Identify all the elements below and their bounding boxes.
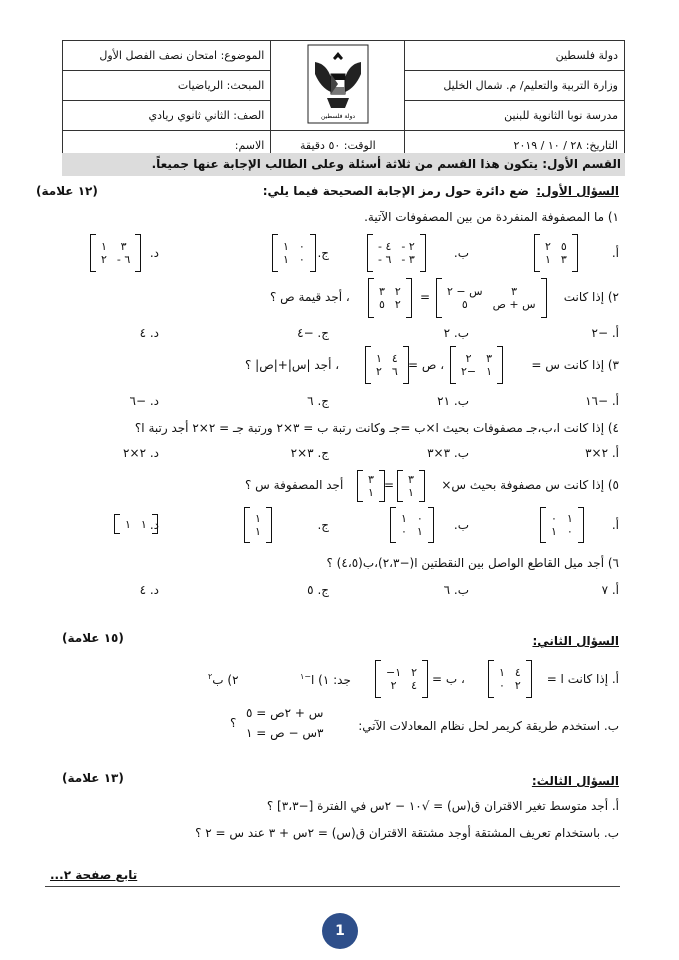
header-left-1: الموضوع: امتحان نصف الفصل الأول xyxy=(63,41,271,71)
q1-title: السؤال الأول: xyxy=(536,184,619,198)
header-right-2: وزارة التربية والتعليم/ م. شمال الخليل xyxy=(405,71,625,101)
q1-item1-text: ١) ما المصفوفة المنفردة من بين المصفوفات الآتية. xyxy=(364,210,619,224)
matrix-item5-b: ١ ٠ ٠ ١ xyxy=(390,507,434,543)
exam-page: الموضوع: امتحان نصف الفصل الأول دولة فلسطين دولة فلسطين المبحث: الرياضيات وزارة التربية والتعليم/ م. شمال الخليل الصف: الثاني ثانوي ريادي مدرسة نوبا الثانوية للبنين الاسم: الوقت: ٥٠ دقيقة التاريخ: ٢٨ / ١٠ / ٢٠١٩ القسم الأول: يتكون هذا القسم من ثلاثة أسئلة وعلى الطالب الإجابة عنها جميعاً. السؤال الأول: ضع دائرة حول رمز الإجابة الصحيحة فيما يلي: (١٢ علامة) ١) ما المصفوفة المنفردة من بين المصفوفات الآتية. أ. ٢ ٥ ١ ٣ ب. ٤ - ٢ - ٦ - ٣ - ج. ١ ٠ ١ ٠ د. ١ ٣ ٢ ٦ - ٢) إذا كانت س − ٢ ٣ ٥ س + ص = ٣ ٢ ٥ ٢ ، أجد قيمة ص ؟ أ. −٢ ب. ٢ ج. −٤ د. ٤ ٣) إذا كانت س = ٢ ٣ −٢ ١ ، ص = ١ ٤ ٢ ٦ ، أجد |س|+|ص| ؟ أ. −١٦ ب. ٢١ ج. ٦ د. −٦ ٤) إذا كانت ا،ب،جـ مصفوفات بحيث ا×ب =جـ وكانت رتبة ب = ٣×٢ ورتبة جـ = ٢×٢ أجد رتبة ا؟ أ. ٢×٣ ب. ٣×٣ ج. ٣×٢ د. ٢×٢ ٥) إذا كانت س مصفوفة بحيث س× ٣ ١ = ٣ ١ أجد المصفوفة س ؟ أ. ٠ ١ ١ ٠ ب. ١ ٠ ٠ ١ ج. ١ ١ د. ١ ١ ٦) أجد ميل القاطع الواصل بين النقطتين ا(−٢،٣)،ب(٤،٥) ؟ أ. ٧ ب. ٦ ج. ٥ د. ٤ السؤال الثاني: (١٥ علامة) أ. إذا كانت ا = ١ ٤ ٠ ٢ ، ب = ١− ٢ ٢ ٤ جد: ١) ا$^{-١}$ ٢) ب$^٢$ ب. استخدم طريقة كريمر لحل نظام المعادلات الآتي: س + ٢ص = ٥ ٣س − ص = ١ ؟ السؤال الثالث: (١٣ علامة) أ. أجد متوسط تغير الاقتران ق(س) = √١٠ − ٢س في الفترة [−٣،٣] ؟ ب. باستخدام تعريف المشتقة أوجد مشتقة الاقتران ق(س) = ٢س + ٣ عند س = ٢ ؟ تابع صفحة ٢... 1 xyxy=(0,0,679,960)
page-number-badge: 1 xyxy=(322,913,358,949)
q1-item2-opt-d: د. ٤ xyxy=(139,326,159,340)
q1-item4-opt-b: ب. ٣×٣ xyxy=(427,446,469,460)
header-left-3: الصف: الثاني ثانوي ريادي xyxy=(63,101,271,131)
q1-instruction: ضع دائرة حول رمز الإجابة الصحيحة فيما يلي: xyxy=(262,184,529,198)
q1-item4-text: ٤) إذا كانت ا،ب،جـ مصفوفات بحيث ا×ب =جـ وكانت رتبة ب = ٣×٢ ورتبة جـ = ٢×٢ أجد رتبة ا؟ xyxy=(134,421,619,435)
vector-item5-c: ١ ١ xyxy=(244,507,272,543)
q3-b: ب. باستخدام تعريف المشتقة أوجد مشتقة الاقتران ق(س) = ٢س + ٣ عند س = ٢ ؟ xyxy=(195,826,619,840)
header-left-2: المبحث: الرياضيات xyxy=(63,71,271,101)
q1-item2-text2: ، أجد قيمة ص ؟ xyxy=(270,290,350,304)
vector-item5-right: ٣ ١ xyxy=(357,470,385,502)
header-table xyxy=(62,40,625,161)
q1-item3-text2: ، ص = xyxy=(408,358,445,372)
q1-item6-opt-d: د. ٤ xyxy=(139,583,159,597)
q1-item3-opt-d: د. −٦ xyxy=(129,394,159,408)
q1-item1-opt-d: د. xyxy=(149,246,159,260)
q1-item5-text: ٥) إذا كانت س مصفوفة بحيث س× xyxy=(441,478,619,492)
q2-title: السؤال الثاني: xyxy=(532,634,619,648)
emblem-cell xyxy=(271,41,405,131)
q1-item5-opt-a: أ. xyxy=(611,518,619,532)
q1-item2-opt-a: أ. −٢ xyxy=(591,326,619,340)
q1-item5-opt-b: ب. xyxy=(453,518,469,532)
q1-item4-opt-c: ج. ٣×٢ xyxy=(290,446,329,460)
q1-item6-opt-c: ج. ٥ xyxy=(307,583,329,597)
q1-item3-text: ٣) إذا كانت س = xyxy=(531,358,619,372)
palestine-eagle-emblem-icon xyxy=(307,44,369,124)
q1-item1-opt-b: ب. xyxy=(453,246,469,260)
svg-text:دولة فلسطين: دولة فلسطين xyxy=(320,113,355,120)
q1-item2-opt-c: ج. −٤ xyxy=(297,326,329,340)
q2-eq1: س + ٢ص = ٥ xyxy=(246,706,324,720)
header-date: التاريخ: ٢٨ / ١٠ / ٢٠١٩ xyxy=(405,131,625,161)
matrix-q2-B: ١− ٢ ٢ ٤ xyxy=(375,660,428,698)
q1-item5-opt-c: ج. xyxy=(317,518,329,532)
q2-b-text: ب. استخدم طريقة كريمر لحل نظام المعادلات الآتي: xyxy=(358,719,619,733)
vector-item5-left: ٣ ١ xyxy=(397,470,425,502)
q1-item5-text2: أجد المصفوفة س ؟ xyxy=(245,478,344,492)
q2-a-text: أ. إذا كانت ا = xyxy=(546,672,619,686)
header-right-1: دولة فلسطين xyxy=(405,41,625,71)
matrix-item3-s: ٢ ٣ −٢ ١ xyxy=(450,346,503,384)
q1-item5-opt-d: د. xyxy=(149,518,159,532)
matrix-item1-b: ٤ - ٢ - ٦ - ٣ - xyxy=(367,234,426,272)
matrix-item1-d: ١ ٣ ٢ ٦ - xyxy=(90,234,141,272)
q2-marks: (١٥ علامة) xyxy=(62,631,124,645)
section1-title: القسم الأول: يتكون هذا القسم من ثلاثة أسئلة وعلى الطالب الإجابة عنها جميعاً. xyxy=(151,157,621,171)
q1-item4-opt-d: د. ٢×٢ xyxy=(123,446,159,460)
matrix-item5-a: ٠ ١ ١ ٠ xyxy=(540,507,584,543)
continue-note: تابع صفحة ٢... xyxy=(50,868,138,882)
q1-item6-opt-b: ب. ٦ xyxy=(443,583,469,597)
q2-a-part2: ٢) ب$^٢$ xyxy=(208,672,239,687)
matrix-item2-right: ٣ ٢ ٥ ٢ xyxy=(368,278,412,318)
q2-a-mid: ، ب = xyxy=(432,672,465,686)
q1-item1-opt-c: ج. xyxy=(317,246,329,260)
q1-item1-opt-a: أ. xyxy=(611,246,619,260)
q1-item6-opt-a: أ. ٧ xyxy=(601,583,619,597)
q1-item2-opt-b: ب. ٢ xyxy=(443,326,469,340)
q1-item3-text3: ، أجد |س|+|ص| ؟ xyxy=(245,358,340,372)
q2-b-question-mark: ؟ xyxy=(230,716,237,730)
q3-marks: (١٣ علامة) xyxy=(62,771,124,785)
q3-title: السؤال الثالث: xyxy=(531,774,619,788)
matrix-item1-c: ١ ٠ ١ ٠ xyxy=(272,234,316,272)
matrix-item2-left: س − ٢ ٣ ٥ س + ص xyxy=(436,278,547,318)
q1-item3-opt-b: ب. ٢١ xyxy=(437,394,469,408)
matrix-q2-A: ١ ٤ ٠ ٢ xyxy=(488,660,532,698)
header-right-3: مدرسة نوبا الثانوية للبنين xyxy=(405,101,625,131)
q1-item3-opt-a: أ. −١٦ xyxy=(585,394,619,408)
matrix-item3-p: ١ ٤ ٢ ٦ xyxy=(365,346,409,384)
q3-a: أ. أجد متوسط تغير الاقتران ق(س) = √١٠ − ٢س في الفترة [−٣،٣] ؟ xyxy=(266,799,619,813)
footer-divider xyxy=(45,886,620,887)
header-time: الوقت: ٥٠ دقيقة xyxy=(271,131,405,161)
matrix-item1-a: ٢ ٥ ١ ٣ xyxy=(534,234,578,272)
q1-item4-opt-a: أ. ٢×٣ xyxy=(585,446,619,460)
vector-item5-d: ١ ١ xyxy=(114,514,158,534)
header-name-field: الاسم: xyxy=(63,131,271,161)
q2-a-part1: جد: ١) ا$^{-١}$ xyxy=(300,672,351,687)
q2-eq2: ٣س − ص = ١ xyxy=(246,726,324,740)
q1-item3-opt-c: ج. ٦ xyxy=(307,394,329,408)
q1-marks: (١٢ علامة) xyxy=(36,184,98,198)
q1-item2-text: ٢) إذا كانت xyxy=(563,290,619,304)
q1-item6-text: ٦) أجد ميل القاطع الواصل بين النقطتين ا(−٢،٣)،ب(٤،٥) ؟ xyxy=(326,556,619,570)
